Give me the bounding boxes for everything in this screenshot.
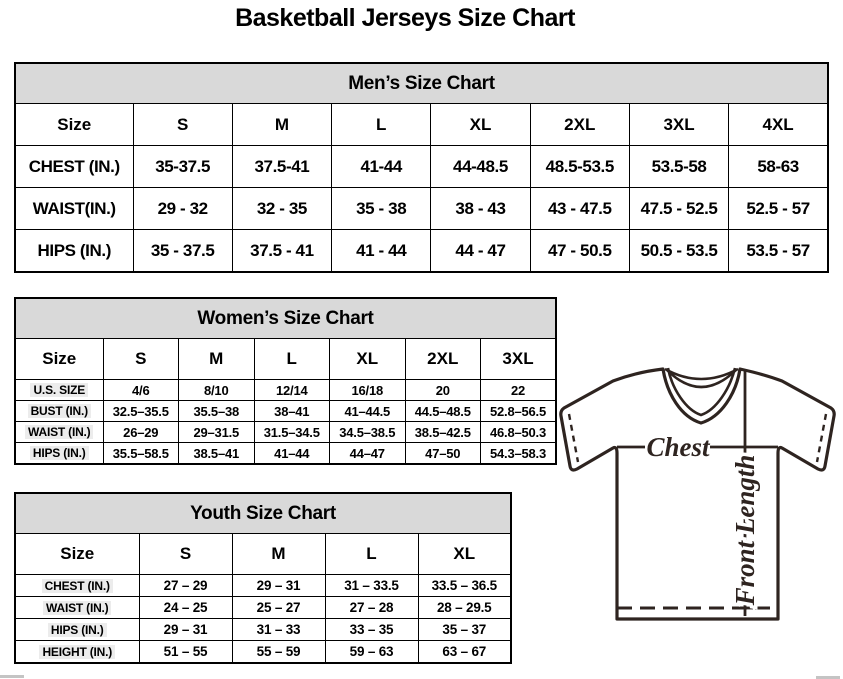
scrollbar-fragment-left	[0, 675, 24, 678]
table-cell: 32 - 35	[232, 188, 331, 230]
table-cell: 8/10	[179, 380, 255, 401]
column-header: L	[254, 339, 330, 380]
row-label	[15, 422, 103, 443]
table-cell: 52.5 - 57	[729, 188, 828, 230]
row-label-text: HEIGHT (IN.)	[39, 645, 115, 659]
row-label: WAIST(IN.)	[15, 188, 133, 230]
row-label	[15, 443, 103, 465]
table-cell: 50.5 - 53.5	[629, 230, 728, 273]
table-cell: 38 - 43	[431, 188, 530, 230]
table-cell: 35-37.5	[133, 146, 232, 188]
womens-size-chart-table	[14, 297, 557, 465]
table-row	[15, 575, 511, 597]
table-cell: 46.8–50.3	[481, 422, 557, 443]
youth-chart-title: Youth Size Chart	[15, 493, 511, 534]
table-cell: 33 – 35	[325, 619, 418, 641]
table-cell: 4/6	[103, 380, 179, 401]
jersey-measurement-diagram	[551, 356, 843, 628]
table-cell: 26–29	[103, 422, 179, 443]
table-row	[15, 597, 511, 619]
table-cell: 52.8–56.5	[481, 401, 557, 422]
row-label: CHEST (IN.)	[15, 146, 133, 188]
row-label-text: CHEST (IN.)	[42, 579, 113, 593]
table-cell: 27 – 29	[139, 575, 232, 597]
table-cell: 47–50	[405, 443, 481, 465]
table-cell: 38.5–42.5	[405, 422, 481, 443]
table-cell: 53.5 - 57	[729, 230, 828, 273]
table-cell: 44-48.5	[431, 146, 530, 188]
table-cell: 38–41	[254, 401, 330, 422]
row-label-text: WAIST (IN.)	[43, 601, 111, 615]
column-header: L	[332, 104, 431, 146]
table-cell: 29 - 32	[133, 188, 232, 230]
table-cell: 29–31.5	[179, 422, 255, 443]
table-cell: 31.5–34.5	[254, 422, 330, 443]
table-cell: 35.5–58.5	[103, 443, 179, 465]
column-header: M	[232, 104, 331, 146]
table-cell: 28 – 29.5	[418, 597, 511, 619]
front-length-label: Front Length	[730, 454, 760, 606]
table-row	[15, 339, 556, 380]
youth-size-chart-table	[14, 492, 512, 664]
table-row	[15, 401, 556, 422]
table-row	[15, 104, 828, 146]
table-cell: 41-44	[332, 146, 431, 188]
table-cell: 41 - 44	[332, 230, 431, 273]
table-cell: 20	[405, 380, 481, 401]
column-header: Size	[15, 104, 133, 146]
row-label	[15, 597, 139, 619]
column-header: S	[133, 104, 232, 146]
jersey-outline	[561, 369, 834, 619]
column-header: S	[103, 339, 179, 380]
table-row	[15, 188, 828, 230]
table-row	[15, 298, 556, 339]
table-cell: 29 – 31	[232, 575, 325, 597]
table-cell: 31 – 33	[232, 619, 325, 641]
table-cell: 41–44	[254, 443, 330, 465]
column-header: L	[325, 534, 418, 575]
table-row	[15, 63, 828, 104]
row-label	[15, 401, 103, 422]
mens-chart-title: Men’s Size Chart	[15, 63, 828, 104]
row-label-text: WAIST (IN.)	[25, 425, 93, 439]
column-header: 3XL	[481, 339, 557, 380]
table-row	[15, 146, 828, 188]
table-cell: 37.5-41	[232, 146, 331, 188]
column-header: 2XL	[405, 339, 481, 380]
table-cell: 44–47	[330, 443, 406, 465]
row-label	[15, 380, 103, 401]
row-label-text: HIPS (IN.)	[30, 446, 89, 460]
table-cell: 53.5-58	[629, 146, 728, 188]
table-cell: 47 - 50.5	[530, 230, 629, 273]
table-row	[15, 230, 828, 273]
table-cell: 27 – 28	[325, 597, 418, 619]
column-header: XL	[431, 104, 530, 146]
column-header: Size	[15, 534, 139, 575]
page-title: Basketball Jerseys Size Chart	[235, 4, 575, 32]
table-cell: 54.3–58.3	[481, 443, 557, 465]
row-label	[15, 641, 139, 664]
column-header: 3XL	[629, 104, 728, 146]
table-cell: 25 – 27	[232, 597, 325, 619]
table-cell: 35 – 37	[418, 619, 511, 641]
table-row	[15, 534, 511, 575]
table-cell: 63 – 67	[418, 641, 511, 664]
table-cell: 38.5–41	[179, 443, 255, 465]
column-header: 4XL	[729, 104, 828, 146]
table-cell: 35.5–38	[179, 401, 255, 422]
table-cell: 47.5 - 52.5	[629, 188, 728, 230]
table-row	[15, 619, 511, 641]
column-header: Size	[15, 339, 103, 380]
table-cell: 22	[481, 380, 557, 401]
table-cell: 34.5–38.5	[330, 422, 406, 443]
table-cell: 43 - 47.5	[530, 188, 629, 230]
table-cell: 44.5–48.5	[405, 401, 481, 422]
table-cell: 51 – 55	[139, 641, 232, 664]
chest-label: Chest	[646, 432, 710, 462]
table-cell: 35 - 38	[332, 188, 431, 230]
column-header: 2XL	[530, 104, 629, 146]
table-cell: 55 – 59	[232, 641, 325, 664]
table-cell: 32.5–35.5	[103, 401, 179, 422]
table-cell: 29 – 31	[139, 619, 232, 641]
table-cell: 58-63	[729, 146, 828, 188]
column-header: M	[179, 339, 255, 380]
row-label-text: BUST (IN.)	[28, 404, 91, 418]
column-header: XL	[330, 339, 406, 380]
table-row	[15, 641, 511, 664]
table-cell: 16/18	[330, 380, 406, 401]
table-cell: 33.5 – 36.5	[418, 575, 511, 597]
column-header: XL	[418, 534, 511, 575]
mens-size-chart-table	[14, 62, 829, 273]
table-cell: 24 – 25	[139, 597, 232, 619]
column-header: S	[139, 534, 232, 575]
table-row	[15, 380, 556, 401]
table-row	[15, 443, 556, 465]
table-row	[15, 493, 511, 534]
table-cell: 37.5 - 41	[232, 230, 331, 273]
row-label	[15, 619, 139, 641]
row-label	[15, 575, 139, 597]
table-cell: 41–44.5	[330, 401, 406, 422]
table-cell: 44 - 47	[431, 230, 530, 273]
table-cell: 35 - 37.5	[133, 230, 232, 273]
row-label-text: HIPS (IN.)	[48, 623, 107, 637]
table-cell: 59 – 63	[325, 641, 418, 664]
table-cell: 31 – 33.5	[325, 575, 418, 597]
column-header: M	[232, 534, 325, 575]
row-label: HIPS (IN.)	[15, 230, 133, 273]
table-cell: 12/14	[254, 380, 330, 401]
womens-chart-title: Women’s Size Chart	[15, 298, 556, 339]
table-cell: 48.5-53.5	[530, 146, 629, 188]
table-row	[15, 422, 556, 443]
row-label-text: U.S. SIZE	[30, 383, 88, 397]
